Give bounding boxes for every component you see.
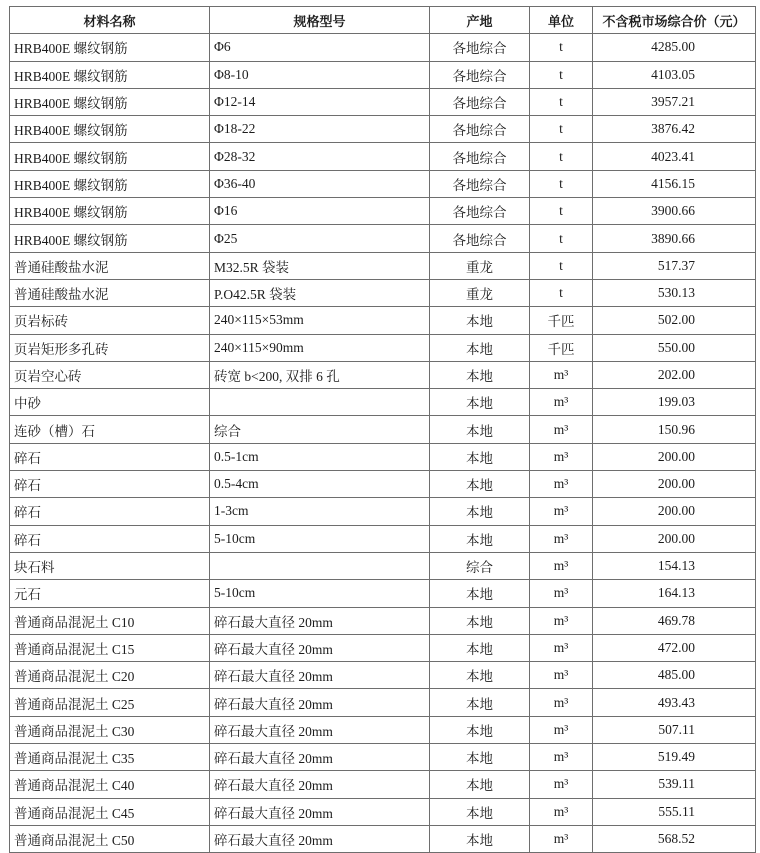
table-row bbox=[10, 170, 756, 197]
table-row bbox=[10, 443, 756, 470]
price-cell: 150.96 bbox=[593, 416, 756, 443]
unit-cell: m³ bbox=[530, 798, 593, 825]
table-row bbox=[10, 116, 756, 143]
price-cell: 4285.00 bbox=[593, 34, 756, 61]
origin-cell: 各地综合 bbox=[430, 116, 530, 143]
unit-cell: m³ bbox=[530, 825, 593, 852]
table-row bbox=[10, 225, 756, 252]
price-cell: 4023.41 bbox=[593, 143, 756, 170]
unit-cell: m³ bbox=[530, 416, 593, 443]
origin-cell: 本地 bbox=[430, 798, 530, 825]
price-cell: 472.00 bbox=[593, 634, 756, 661]
unit-cell: m³ bbox=[530, 607, 593, 634]
spec-cell bbox=[210, 389, 430, 416]
material-name-cell: 普通商品混泥土 C15 bbox=[10, 634, 210, 661]
header-origin: 产地 bbox=[430, 7, 530, 34]
origin-cell: 本地 bbox=[430, 744, 530, 771]
unit-cell: m³ bbox=[530, 525, 593, 552]
price-cell: 517.37 bbox=[593, 252, 756, 279]
spec-cell: 碎石最大直径 20mm bbox=[210, 662, 430, 689]
price-cell: 493.43 bbox=[593, 689, 756, 716]
origin-cell: 各地综合 bbox=[430, 198, 530, 225]
material-name-cell: 碎石 bbox=[10, 525, 210, 552]
material-name-cell: HRB400E 螺纹钢筋 bbox=[10, 116, 210, 143]
spec-cell: Φ28-32 bbox=[210, 143, 430, 170]
table-row bbox=[10, 61, 756, 88]
spec-cell: 1-3cm bbox=[210, 498, 430, 525]
header-price: 不含税市场综合价（元） bbox=[593, 7, 756, 34]
origin-cell: 本地 bbox=[430, 498, 530, 525]
material-name-cell: 块石料 bbox=[10, 552, 210, 579]
origin-cell: 本地 bbox=[430, 662, 530, 689]
price-cell: 4103.05 bbox=[593, 61, 756, 88]
table-row bbox=[10, 580, 756, 607]
origin-cell: 各地综合 bbox=[430, 61, 530, 88]
price-cell: 530.13 bbox=[593, 279, 756, 306]
table-row bbox=[10, 744, 756, 771]
origin-cell: 本地 bbox=[430, 361, 530, 388]
origin-cell: 本地 bbox=[430, 580, 530, 607]
material-name-cell: 普通商品混泥土 C25 bbox=[10, 689, 210, 716]
material-name-cell: 普通商品混泥土 C50 bbox=[10, 825, 210, 852]
unit-cell: m³ bbox=[530, 771, 593, 798]
origin-cell: 本地 bbox=[430, 525, 530, 552]
price-cell: 3900.66 bbox=[593, 198, 756, 225]
origin-cell: 本地 bbox=[430, 771, 530, 798]
origin-cell: 各地综合 bbox=[430, 88, 530, 115]
table-row bbox=[10, 143, 756, 170]
material-name-cell: 元石 bbox=[10, 580, 210, 607]
spec-cell: 5-10cm bbox=[210, 580, 430, 607]
spec-cell: 0.5-4cm bbox=[210, 471, 430, 498]
origin-cell: 本地 bbox=[430, 689, 530, 716]
table-row bbox=[10, 552, 756, 579]
material-name-cell: 页岩标砖 bbox=[10, 307, 210, 334]
material-name-cell: 普通商品混泥土 C35 bbox=[10, 744, 210, 771]
material-name-cell: HRB400E 螺纹钢筋 bbox=[10, 61, 210, 88]
spec-cell: 240×115×90mm bbox=[210, 334, 430, 361]
spec-cell: 碎石最大直径 20mm bbox=[210, 716, 430, 743]
origin-cell: 各地综合 bbox=[430, 170, 530, 197]
header-material-name: 材料名称 bbox=[10, 7, 210, 34]
unit-cell: m³ bbox=[530, 689, 593, 716]
spec-cell: 碎石最大直径 20mm bbox=[210, 744, 430, 771]
table-row bbox=[10, 34, 756, 61]
table-row bbox=[10, 361, 756, 388]
unit-cell: m³ bbox=[530, 744, 593, 771]
spec-cell: 碎石最大直径 20mm bbox=[210, 771, 430, 798]
price-table bbox=[9, 6, 756, 853]
material-name-cell: 页岩空心砖 bbox=[10, 361, 210, 388]
unit-cell: t bbox=[530, 252, 593, 279]
price-cell: 3890.66 bbox=[593, 225, 756, 252]
unit-cell: m³ bbox=[530, 634, 593, 661]
material-name-cell: 普通商品混泥土 C30 bbox=[10, 716, 210, 743]
table-row bbox=[10, 198, 756, 225]
price-cell: 3876.42 bbox=[593, 116, 756, 143]
origin-cell: 本地 bbox=[430, 607, 530, 634]
price-cell: 485.00 bbox=[593, 662, 756, 689]
origin-cell: 本地 bbox=[430, 471, 530, 498]
origin-cell: 各地综合 bbox=[430, 143, 530, 170]
origin-cell: 各地综合 bbox=[430, 225, 530, 252]
unit-cell: m³ bbox=[530, 361, 593, 388]
unit-cell: m³ bbox=[530, 389, 593, 416]
material-name-cell: 中砂 bbox=[10, 389, 210, 416]
price-cell: 3957.21 bbox=[593, 88, 756, 115]
spec-cell: Φ16 bbox=[210, 198, 430, 225]
table-row bbox=[10, 798, 756, 825]
material-name-cell: 碎石 bbox=[10, 443, 210, 470]
unit-cell: t bbox=[530, 116, 593, 143]
spec-cell bbox=[210, 552, 430, 579]
unit-cell: t bbox=[530, 198, 593, 225]
header-spec: 规格型号 bbox=[210, 7, 430, 34]
table-row bbox=[10, 307, 756, 334]
material-name-cell: 碎石 bbox=[10, 498, 210, 525]
table-row bbox=[10, 416, 756, 443]
origin-cell: 本地 bbox=[430, 389, 530, 416]
spec-cell: 碎石最大直径 20mm bbox=[210, 607, 430, 634]
unit-cell: 千匹 bbox=[530, 334, 593, 361]
origin-cell: 重龙 bbox=[430, 252, 530, 279]
origin-cell: 重龙 bbox=[430, 279, 530, 306]
header-unit: 单位 bbox=[530, 7, 593, 34]
unit-cell: t bbox=[530, 279, 593, 306]
price-cell: 539.11 bbox=[593, 771, 756, 798]
price-cell: 502.00 bbox=[593, 307, 756, 334]
material-name-cell: HRB400E 螺纹钢筋 bbox=[10, 170, 210, 197]
unit-cell: m³ bbox=[530, 662, 593, 689]
spec-cell: 碎石最大直径 20mm bbox=[210, 825, 430, 852]
price-cell: 154.13 bbox=[593, 552, 756, 579]
price-cell: 202.00 bbox=[593, 361, 756, 388]
spec-cell: Φ36-40 bbox=[210, 170, 430, 197]
material-name-cell: HRB400E 螺纹钢筋 bbox=[10, 225, 210, 252]
spec-cell: 碎石最大直径 20mm bbox=[210, 634, 430, 661]
material-name-cell: 普通商品混泥土 C40 bbox=[10, 771, 210, 798]
table-row bbox=[10, 471, 756, 498]
material-name-cell: 普通商品混泥土 C20 bbox=[10, 662, 210, 689]
table-row bbox=[10, 607, 756, 634]
price-cell: 4156.15 bbox=[593, 170, 756, 197]
unit-cell: t bbox=[530, 34, 593, 61]
table-row bbox=[10, 252, 756, 279]
spec-cell: P.O42.5R 袋装 bbox=[210, 279, 430, 306]
unit-cell: t bbox=[530, 143, 593, 170]
origin-cell: 本地 bbox=[430, 825, 530, 852]
unit-cell: 千匹 bbox=[530, 307, 593, 334]
price-cell: 555.11 bbox=[593, 798, 756, 825]
price-cell: 200.00 bbox=[593, 443, 756, 470]
table-row bbox=[10, 279, 756, 306]
spec-cell: Φ12-14 bbox=[210, 88, 430, 115]
spec-cell: 碎石最大直径 20mm bbox=[210, 798, 430, 825]
origin-cell: 本地 bbox=[430, 334, 530, 361]
table-row bbox=[10, 88, 756, 115]
material-name-cell: 连砂（槽）石 bbox=[10, 416, 210, 443]
spec-cell: 0.5-1cm bbox=[210, 443, 430, 470]
spec-cell: 砖宽 b<200, 双排 6 孔 bbox=[210, 361, 430, 388]
origin-cell: 综合 bbox=[430, 552, 530, 579]
material-name-cell: HRB400E 螺纹钢筋 bbox=[10, 34, 210, 61]
table-row bbox=[10, 525, 756, 552]
unit-cell: t bbox=[530, 170, 593, 197]
table-row bbox=[10, 825, 756, 852]
spec-cell: 碎石最大直径 20mm bbox=[210, 689, 430, 716]
table-row bbox=[10, 771, 756, 798]
price-cell: 200.00 bbox=[593, 498, 756, 525]
material-name-cell: 普通商品混泥土 C45 bbox=[10, 798, 210, 825]
spec-cell: 5-10cm bbox=[210, 525, 430, 552]
table-row bbox=[10, 662, 756, 689]
spec-cell: M32.5R 袋装 bbox=[210, 252, 430, 279]
table-row bbox=[10, 389, 756, 416]
origin-cell: 本地 bbox=[430, 634, 530, 661]
unit-cell: t bbox=[530, 88, 593, 115]
price-cell: 164.13 bbox=[593, 580, 756, 607]
origin-cell: 各地综合 bbox=[430, 34, 530, 61]
price-cell: 200.00 bbox=[593, 471, 756, 498]
material-name-cell: HRB400E 螺纹钢筋 bbox=[10, 143, 210, 170]
table-row bbox=[10, 634, 756, 661]
material-name-cell: 普通硅酸盐水泥 bbox=[10, 279, 210, 306]
material-name-cell: 页岩矩形多孔砖 bbox=[10, 334, 210, 361]
spec-cell: 综合 bbox=[210, 416, 430, 443]
origin-cell: 本地 bbox=[430, 416, 530, 443]
table-row bbox=[10, 498, 756, 525]
spec-cell: Φ8-10 bbox=[210, 61, 430, 88]
table-row bbox=[10, 716, 756, 743]
price-cell: 507.11 bbox=[593, 716, 756, 743]
price-cell: 568.52 bbox=[593, 825, 756, 852]
material-name-cell: 普通硅酸盐水泥 bbox=[10, 252, 210, 279]
unit-cell: m³ bbox=[530, 716, 593, 743]
material-name-cell: 普通商品混泥土 C10 bbox=[10, 607, 210, 634]
spec-cell: Φ18-22 bbox=[210, 116, 430, 143]
material-name-cell: HRB400E 螺纹钢筋 bbox=[10, 88, 210, 115]
price-cell: 200.00 bbox=[593, 525, 756, 552]
price-cell: 199.03 bbox=[593, 389, 756, 416]
origin-cell: 本地 bbox=[430, 307, 530, 334]
origin-cell: 本地 bbox=[430, 443, 530, 470]
table-row bbox=[10, 334, 756, 361]
header-row bbox=[10, 7, 756, 34]
spec-cell: 240×115×53mm bbox=[210, 307, 430, 334]
unit-cell: t bbox=[530, 61, 593, 88]
price-cell: 519.49 bbox=[593, 744, 756, 771]
unit-cell: m³ bbox=[530, 552, 593, 579]
unit-cell: m³ bbox=[530, 471, 593, 498]
unit-cell: t bbox=[530, 225, 593, 252]
price-cell: 469.78 bbox=[593, 607, 756, 634]
spec-cell: Φ6 bbox=[210, 34, 430, 61]
origin-cell: 本地 bbox=[430, 716, 530, 743]
spec-cell: Φ25 bbox=[210, 225, 430, 252]
material-name-cell: HRB400E 螺纹钢筋 bbox=[10, 198, 210, 225]
unit-cell: m³ bbox=[530, 498, 593, 525]
price-cell: 550.00 bbox=[593, 334, 756, 361]
unit-cell: m³ bbox=[530, 443, 593, 470]
unit-cell: m³ bbox=[530, 580, 593, 607]
material-name-cell: 碎石 bbox=[10, 471, 210, 498]
table-row bbox=[10, 689, 756, 716]
